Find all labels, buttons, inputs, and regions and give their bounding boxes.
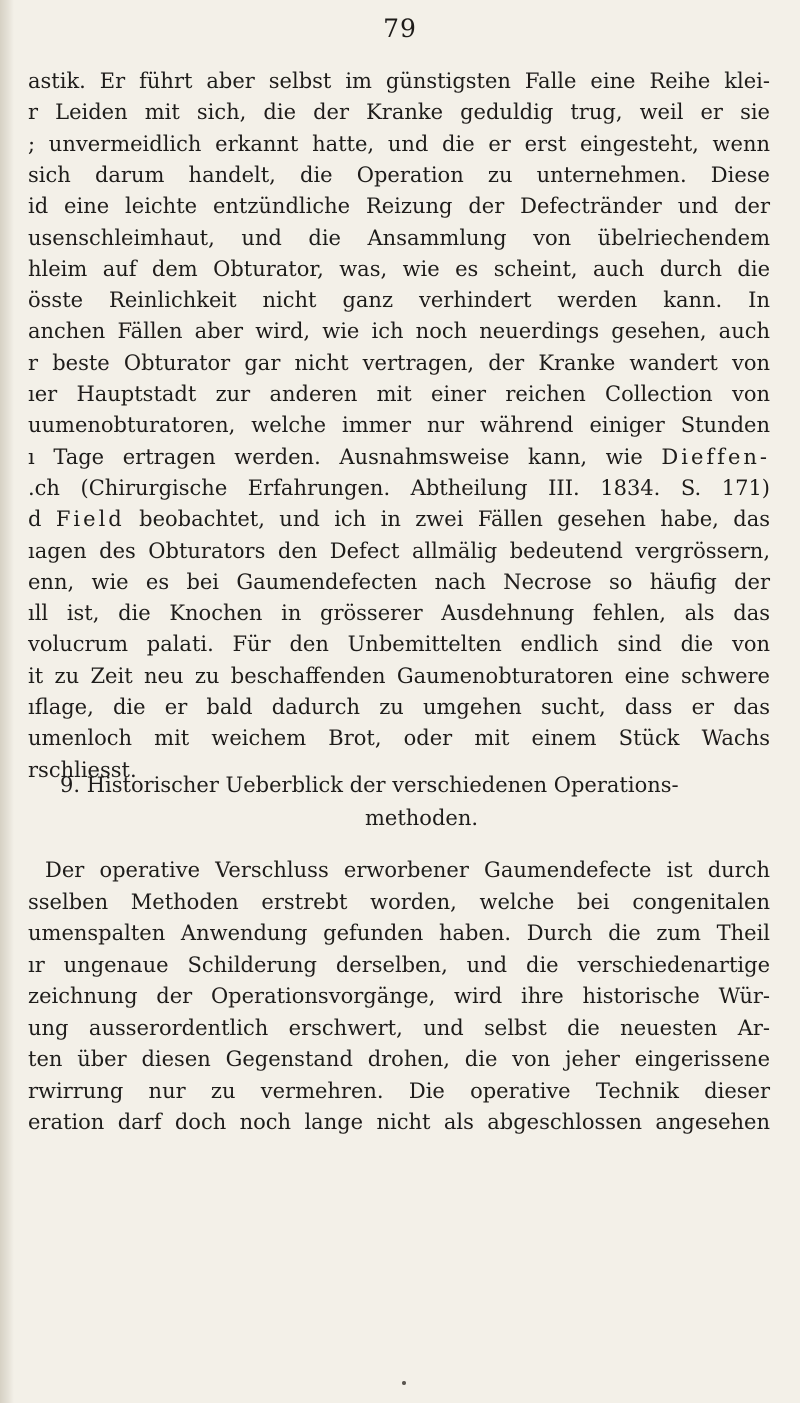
section-heading-line-1: 9. Historischer Ueberblick der verschiedenen Operations- <box>60 773 679 797</box>
text-line <box>28 471 770 505</box>
text-line <box>28 721 770 755</box>
text-line <box>28 1042 770 1076</box>
text-line <box>28 534 770 568</box>
text-run: ıflage, die er bald dadurch zu umgehen sucht, dass er das <box>28 695 770 719</box>
text-run: enn, wie es bei Gaumendefecten nach Necrose so häufig der <box>28 569 770 594</box>
text-line <box>28 596 770 630</box>
text-run: rwirrung nur zu vermehren. Die operative Technik dieser <box>28 1078 770 1103</box>
text-run: ıll ist, die Knochen in grösserer Ausdehnung fehlen, als das <box>28 601 770 626</box>
text-run: r Leiden mit sich, die der Kranke geduldig trug, weil er sie <box>28 100 770 125</box>
text-run: ıer Hauptstadt zur anderen mit einer reichen Collection von <box>28 382 770 406</box>
text-line <box>28 979 770 1013</box>
page-number: 79 <box>383 14 417 43</box>
text-run: Der operative Verschluss erworbener Gaumendefecte ist durch <box>45 858 770 882</box>
spaced-name: Dieffen- <box>661 444 770 469</box>
text-run: .ch (Chirurgische Erfahrungen. Abtheilung III. 1834. S. 171) <box>28 475 770 500</box>
text-run: össte Reinlichkeit nicht ganz verhindert werden kann. In <box>28 288 770 313</box>
text-run: ı Tage ertragen werden. Ausnahmsweise kann, wie <box>28 444 662 469</box>
text-run: ung ausserordentlich erschwert, und selbst die neuesten Ar- <box>28 1015 770 1040</box>
page-gutter-shadow <box>0 0 14 1403</box>
text-line <box>28 95 770 129</box>
text-line <box>28 189 770 223</box>
text-line <box>28 916 770 950</box>
text-run: sich darum handelt, die Operation zu unternehmen. Diese <box>28 162 770 187</box>
text-run: uumenobturatoren, welche immer nur während einiger Stunden <box>28 413 770 438</box>
text-run: sselben Methoden erstrebt worden, welche bei congenitalen <box>28 889 770 914</box>
text-line <box>28 221 770 255</box>
text-line <box>28 440 770 474</box>
text-run: volucrum palati. Für den Unbemittelten endlich sind die von <box>28 632 770 657</box>
text-line <box>28 1074 770 1108</box>
text-line <box>28 252 770 286</box>
text-line <box>28 565 770 599</box>
text-run: ır ungenaue Schilderung derselben, und die verschiedenartige <box>28 952 770 977</box>
text-run: usenschleimhaut, und die Ansammlung von übelriechendem <box>28 225 770 250</box>
text-line <box>28 314 770 348</box>
text-line <box>28 659 770 693</box>
text-line <box>28 158 770 192</box>
text-run: it zu Zeit neu zu beschaffenden Gaumenobturatoren eine schwere <box>28 663 770 688</box>
text-line <box>28 346 770 380</box>
text-line <box>28 502 770 536</box>
text-run: ; unvermeidlich erkannt hatte, und die er erst eingesteht, wenn <box>28 131 770 156</box>
text-run: ıagen des Obturators den Defect allmälig bedeutend vergrössern, <box>28 538 770 563</box>
text-line <box>28 948 770 982</box>
text-line <box>28 377 770 411</box>
text-run: astik. Er führt aber selbst im günstigsten Falle eine Reihe klei- <box>28 69 770 93</box>
text-line <box>28 885 770 919</box>
text-run: beobachtet, und ich in zwei Fällen gesehen habe, das <box>124 507 770 532</box>
text-line <box>28 1105 770 1139</box>
spaced-name: Field <box>55 507 125 532</box>
section-heading-line-2: methoden. <box>365 806 479 830</box>
text-line <box>28 627 770 661</box>
text-line <box>28 1011 770 1045</box>
print-speck <box>402 1381 406 1385</box>
text-run: hleim auf dem Obturator, was, wie es scheint, auch durch die <box>28 256 770 281</box>
text-line <box>28 283 770 317</box>
text-run: umenloch mit weichem Brot, oder mit einem Stück Wachs <box>28 726 770 751</box>
text-run: rschliesst. <box>28 757 137 782</box>
text-run: r beste Obturator gar nicht vertragen, der Kranke wandert von <box>28 350 770 375</box>
text-run: anchen Fällen aber wird, wie ich noch neuerdings gesehen, auch <box>28 319 770 344</box>
text-line <box>28 127 770 161</box>
text-line <box>45 853 770 887</box>
text-run: umenspalten Anwendung gefunden haben. Durch die zum Theil <box>28 921 770 945</box>
text-run: zeichnung der Operationsvorgänge, wird ihre historische Wür- <box>28 984 770 1008</box>
text-run: d <box>28 507 56 532</box>
text-run: id eine leichte entzündliche Reizung der Defectränder und der <box>28 194 770 219</box>
text-line <box>28 64 770 98</box>
text-run: ten über diesen Gegenstand drohen, die von jeher eingerissene <box>28 1047 770 1071</box>
text-line <box>28 408 770 442</box>
text-run: eration darf doch noch lange nicht als abgeschlossen angesehen <box>28 1110 770 1134</box>
text-line <box>28 690 770 724</box>
